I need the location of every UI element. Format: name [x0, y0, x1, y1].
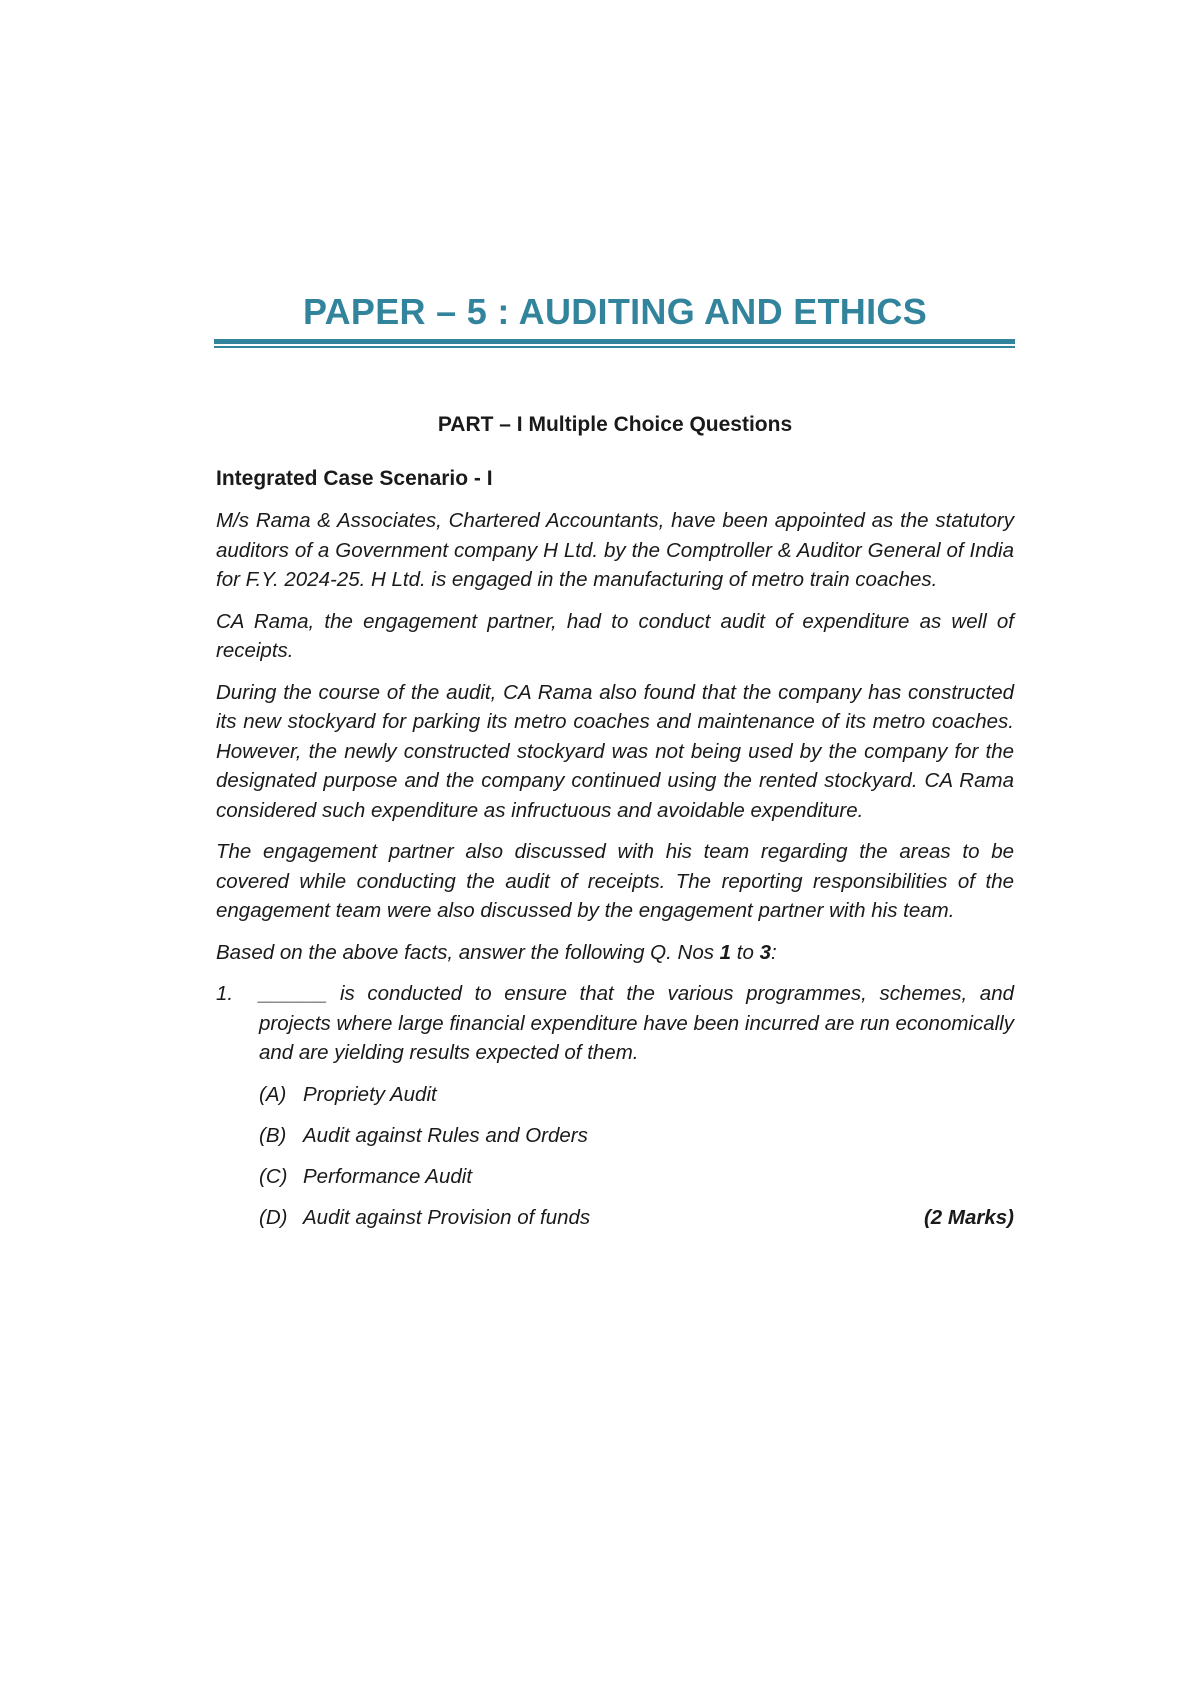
paper-title: PAPER – 5 : AUDITING AND ETHICS: [302, 291, 928, 332]
case-paragraph: M/s Rama & Associates, Chartered Accountants, have been appointed as the statutory auditors of a Government company H Ltd. by the Comptroller & Auditor General of India for F.Y. 2024-25. H Ltd. is engaged in the manufacturing of metro train coaches.: [216, 509, 1014, 591]
option-letter: (B): [259, 1123, 287, 1147]
question-instruction: [216, 938, 1014, 968]
instruction-to-number: 3: [759, 940, 771, 964]
part-heading: PART – I Multiple Choice Questions: [437, 413, 793, 436]
instruction-from-number: 1: [719, 940, 732, 964]
instruction-suffix: :: [770, 940, 777, 964]
option-letter: (D): [259, 1205, 288, 1229]
option-text: Audit against Rules and Orders: [303, 1123, 588, 1147]
answer-option: [259, 1162, 1014, 1192]
option-text: Propriety Audit: [303, 1082, 437, 1106]
answer-options: [259, 1080, 1014, 1233]
option-text: Audit against Provision of funds: [303, 1205, 591, 1229]
answer-option: [259, 1121, 1014, 1151]
case-paragraph: During the course of the audit, CA Rama also found that the company has constructed its new stockyard for parking its metro coaches and maintenance of its metro coaches. However, the newly constructed stockyard was not being used by the company for the designated purpose and the company continued using the rented stockyard. CA Rama considered such expenditure as infructuous and avoidable expenditure.: [216, 680, 1014, 822]
question-text: ______ is conducted to ensure that the various programmes, schemes, and projects where large financial expenditure have been incurred are run economically and are yielding results expected of them.: [259, 982, 1014, 1064]
case-paragraph: The engagement partner also discussed with his team regarding the areas to be covered while conducting the audit of receipts. The reporting responsibilities of the engagement team were also discussed by the engagement partner with his team.: [216, 840, 1014, 922]
case-paragraph: CA Rama, the engagement partner, had to conduct audit of expenditure as well of receipts.: [216, 609, 1014, 662]
option-text: Performance Audit: [303, 1164, 473, 1188]
instruction-prefix: Based on the above facts, answer the following Q. Nos: [216, 940, 720, 964]
case-scenario-heading: Integrated Case Scenario - I: [216, 467, 493, 490]
title-underline-thick: [214, 339, 1015, 344]
question-number: 1.: [216, 982, 234, 1005]
question-item: [216, 979, 1014, 1232]
title-underline-thin: [214, 346, 1015, 348]
case-body: [216, 506, 1014, 1244]
answer-option: [259, 1203, 1014, 1233]
question-marks: (2 Marks): [923, 1205, 1014, 1229]
answer-option: [259, 1080, 1014, 1110]
option-letter: (A): [259, 1082, 287, 1106]
option-letter: (C): [259, 1164, 288, 1188]
instruction-middle: to: [731, 940, 760, 964]
